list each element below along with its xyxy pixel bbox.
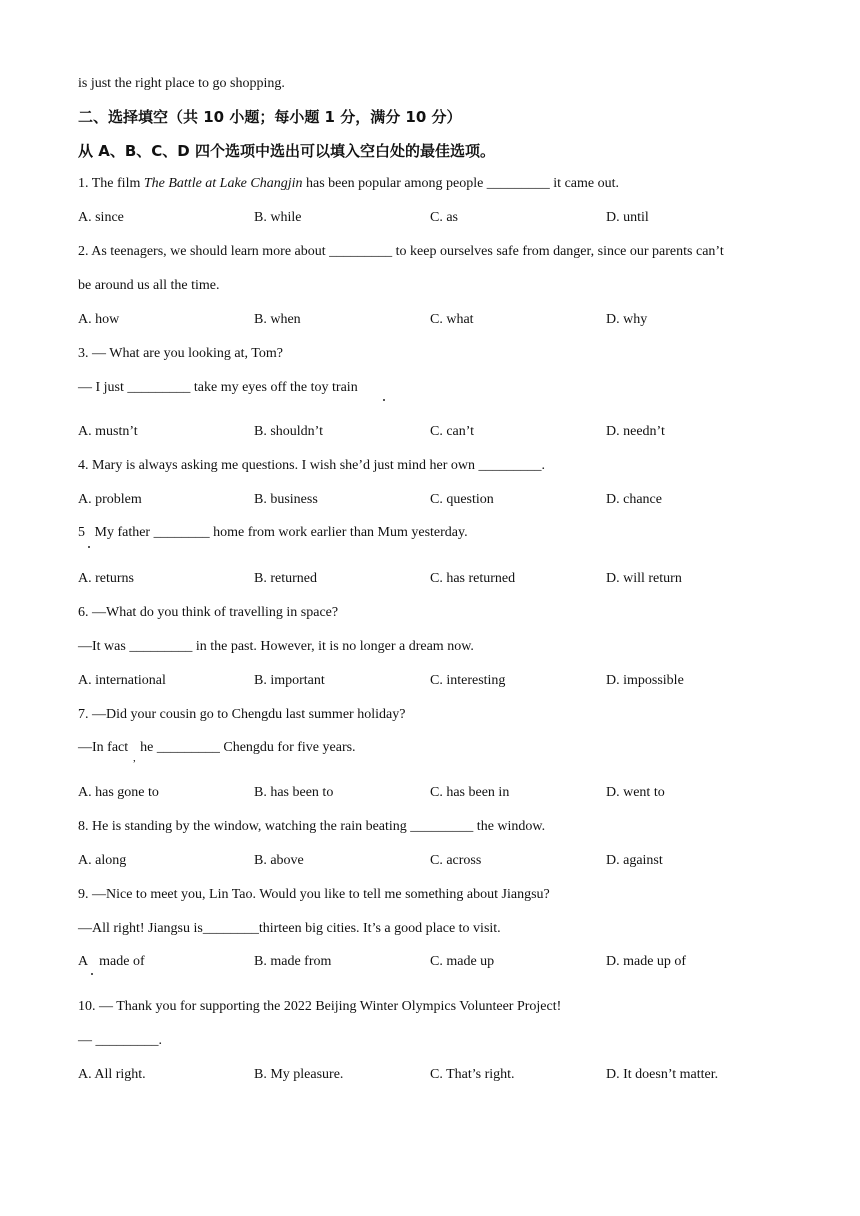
stray-dot-mark [88,546,90,548]
question-10-options [78,1066,798,1084]
question-10-line-1: 10. — Thank you for supporting the 2022 Beijing Winter Olympics Volunteer Project! [78,999,562,1014]
question-3-line-1: 3. — What are you looking at, Tom? [78,346,283,361]
question-8-options [78,852,798,870]
question-5-number: 5 [78,525,85,540]
question-1-pre: The film [91,176,144,191]
option-b[interactable]: B. returned [254,571,317,586]
option-c[interactable]: C. as [430,210,458,225]
option-b[interactable]: B. has been to [254,785,334,800]
option-c[interactable]: C. has been in [430,785,510,800]
option-a[interactable] [78,953,145,971]
section-title: 二、选择填空（共 10 小题；每小题 1 分，满分 10 分） [78,108,462,126]
option-d[interactable]: D. went to [606,785,665,800]
option-a[interactable]: A. since [78,210,124,225]
option-c[interactable]: C. That’s right. [430,1067,515,1082]
option-b[interactable]: B. shouldn’t [254,424,323,439]
question-8-line-1: 8. He is standing by the window, watching the rain beating _________ the window. [78,819,546,834]
option-a[interactable]: A. All right. [78,1067,146,1082]
question-6-line-1: 6. —What do you think of travelling in space? [78,605,339,620]
question-1-text [78,175,619,193]
intro-tail-text: is just the right place to go shopping. [78,76,285,91]
question-7-line-2b: he _________ Chengdu for five years. [140,740,356,755]
option-a[interactable]: A. has gone to [78,785,159,800]
option-c[interactable]: C. can’t [430,424,475,439]
question-5-options [78,570,798,588]
question-1-options [78,209,798,227]
question-2-options [78,311,798,329]
option-c[interactable]: C. made up [430,954,495,969]
option-a[interactable]: A. mustn’t [78,424,138,439]
question-7-line-2a: —In fact [78,740,129,755]
question-6-line-2: —It was _________ in the past. However, it is no longer a dream now. [78,639,474,654]
stray-dot-mark [383,399,385,401]
option-a[interactable]: A. how [78,312,120,327]
question-4-options [78,491,798,509]
option-b[interactable]: B. when [254,312,301,327]
option-b[interactable]: B. business [254,492,318,507]
question-5-text: My father ________ home from work earlier than Mum yesterday. [94,525,468,540]
option-a-text: made of [99,954,145,969]
option-c[interactable]: C. interesting [430,673,506,688]
question-9-line-1: 9. —Nice to meet you, Lin Tao. Would you like to tell me something about Jiangsu? [78,887,550,902]
option-a[interactable]: A. returns [78,571,134,586]
question-9-options [78,953,798,971]
option-d[interactable]: D. chance [606,492,662,507]
option-b[interactable]: B. while [254,210,302,225]
question-9-line-2: —All right! Jiangsu is________thirteen big cities. It’s a good place to visit. [78,921,501,936]
comma-mark: , [133,752,136,764]
stray-dot-mark [91,973,93,975]
question-1-post: has been popular among people _________ it came out. [302,176,619,191]
option-c[interactable]: C. question [430,492,494,507]
question-3-line-2: — I just _________ take my eyes off the toy train [78,380,358,395]
option-a-letter: A [78,954,89,969]
option-b[interactable]: B. important [254,673,325,688]
option-a[interactable]: A. problem [78,492,142,507]
question-3-options [78,423,798,441]
option-a[interactable]: A. along [78,853,127,868]
option-c[interactable]: C. what [430,312,474,327]
option-d[interactable]: D. against [606,853,663,868]
option-d[interactable]: D. made up of [606,954,687,969]
question-5-line-1 [78,524,468,542]
question-1-film-title: The Battle at Lake Changjin [143,176,303,191]
question-7-line-2 [78,739,356,757]
option-d[interactable]: D. will return [606,571,682,586]
option-a[interactable]: A. international [78,673,166,688]
question-1-number: 1. [78,176,89,191]
question-2-line-2: be around us all the time. [78,278,220,293]
option-d[interactable]: D. needn’t [606,424,665,439]
option-d[interactable]: D. It doesn’t matter. [606,1067,719,1082]
option-d[interactable]: D. impossible [606,673,684,688]
option-b[interactable]: B. My pleasure. [254,1067,344,1082]
option-b[interactable]: B. above [254,853,304,868]
option-c[interactable]: C. across [430,853,482,868]
section-instruction: 从 A、B、C、D 四个选项中选出可以填入空白处的最佳选项。 [78,142,495,160]
question-10-line-2: — _________. [78,1033,162,1048]
question-2-line-1: 2. As teenagers, we should learn more about _________ to keep ourselves safe from danger, since our parents can’t [78,244,724,259]
option-b[interactable]: B. made from [254,954,332,969]
question-7-line-1: 7. —Did your cousin go to Chengdu last summer holiday? [78,707,406,722]
question-7-options [78,784,798,802]
option-d[interactable]: D. why [606,312,648,327]
question-6-options [78,672,798,690]
option-c[interactable]: C. has returned [430,571,516,586]
option-d[interactable]: D. until [606,210,649,225]
question-4-line-1: 4. Mary is always asking me questions. I wish she’d just mind her own _________. [78,458,546,473]
